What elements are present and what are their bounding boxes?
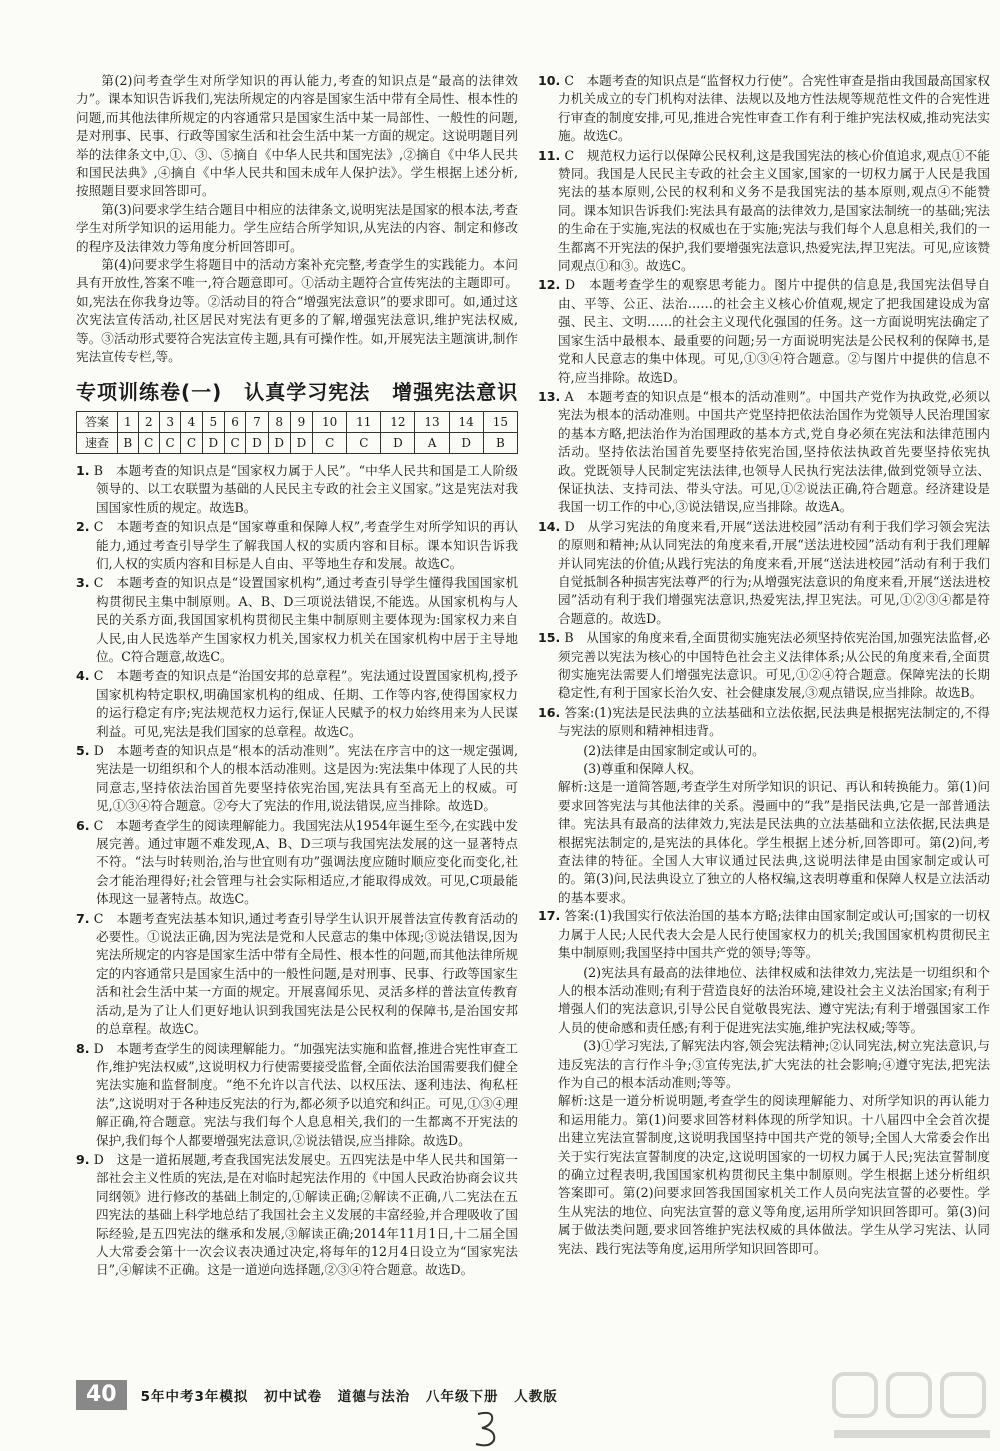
answer-key-answer: D (202, 432, 224, 453)
answer-key-number: 6 (224, 411, 245, 432)
answer-key-number: 7 (246, 411, 268, 432)
answer-key-answer: D (268, 432, 290, 453)
item-text: C 本题考查学生的阅读理解能力。我国宪法从1954年诞生至今,在实践中发展完善。通过审题不难发现,A、B、D三项与我国宪法发展的这一显著特点不符。“法与时转则治,治与世宜则有功”强调法度应随时顺应变化而变化,社会才能治理得好;社会管理与社会实际相适应,才能取得成效。可见,C项最能体现这一显著特点。故选C。 (93, 817, 518, 907)
answer-subpart: (3)①学习宪法,了解宪法内容,领会宪法精神;②认同宪法,树立宪法意识,与违反宪法的言行作斗争;③宣传宪法,扩大宪法的社会影响;④遵守宪法,把宪法作为自己的根本活动准则;等等。 (558, 1038, 990, 1090)
item-text: D 本题考查学生的观察思考能力。图片中提供的信息是,我国宪法倡导自由、平等、公正、法治……的社会主义核心价值观,规定了把我国建设成为富强、民主、文明……的社会主义现代化强国的任务。这一方面说明宪法确定了国家生活中最根本、最重要的问题;另一方面说明宪法是公民权利的保障书,是党和人民意志的集中体现。可见,①③④符合题意。②与图片中提供的信息不符,应当排除。故选D。 (558, 277, 990, 385)
item-text: B 从国家的角度来看,全面贯彻实施宪法必须坚持依宪治国,加强宪法监督,必须完善以宪法为核心的中国特色社会主义法律体系;从公民的角度来看,全面贯彻实施宪法需要人们增强宪法意识。可见,①②④符合题意。保障宪法的长期稳定性,有利于国家长治久安、社会健康发展,③观点错误,应当排除。故选B。 (558, 630, 990, 701)
answer-key-answer: B (118, 432, 139, 453)
answer-key-number: 1 (118, 411, 139, 432)
answer-key-number: 3 (159, 411, 180, 432)
answer-subpart: (3)尊重和保障人权。 (583, 761, 702, 777)
item-text: A 本题考查的知识点是“根本的活动准则”。中国共产党作为执政党,必须以宪法为根本的活动准则。中国共产党坚持把依法治国作为党领导人民治理国家的基本方略,把法治作为治国理政的基本方式,党自身必须在宪法和法律范围内活动。坚持依法治国首先要坚持依宪治国,坚持依法执政首先要坚持依宪执政。党既领导人民制定宪法法律,也领导人民执行宪法法律,做到党领导立法、保证执法、支持司法、带头守法。可见,①②说法正确,符合题意。经济建设是我国一切工作的中心,③说法错误,应当排除。故选A。 (558, 388, 990, 515)
item-text: C 本题考查的知识点是“设置国家机构”,通过考查引导学生懂得我国国家机构贯彻民主集中制原则。A、B、D三项说法错误,不能选。从国家机构与人民的关系方面,我国国家机构贯彻民主集中制原则主要体现为:国家权力来自人民,由人民选举产生国家权力机关,国家权力机关在国家机构中居于主导地位。C符合题意,故选C。 (93, 575, 518, 664)
answer-key-number: 4 (181, 411, 202, 432)
page-footer (76, 1380, 636, 1410)
answer-key-number: 9 (290, 411, 312, 432)
right-column (538, 72, 990, 1258)
answer-item (538, 147, 990, 276)
item-text: C 本题考查的知识点是“国家尊重和保障人权”,考查学生对所学知识的再认能力,通过考查引导学生了解我国人权的实质内容和目标。课本知识告诉我们,人权的实质内容和目标是人自由、平等地生存和发展。故选C。 (93, 519, 518, 571)
book-info: 5年中考3年模拟 初中试卷 道德与法治 八年级下册 人教版 (140, 1389, 558, 1405)
answer-text: 答案:(1)我国实行依法治国的基本方略;法律由国家制定或认可;国家的一切权力属于人民;人民代表大会是人民行使国家权力的机关;我国国家机构贯彻民主集中制原则;我国坚持中国共产党的领导;等等。 (558, 908, 990, 961)
intro-paragraph: 第(4)问要求学生将题目中的活动方案补充完整,考查学生的实践能力。本问具有开放性,答案不唯一,符合题意即可。①活动主题符合宣传宪法的主题即可。如,宪法在你我身边等。②活动目的符合“增强宪法意识”的要求即可。如,通过这次宪法宣传活动,社区居民对宪法有更多的了解,增强宪法意识,维护宪法权威,等。③活动形式要符合宪法宣传主题,具有可操作性。如,开展宪法主题演讲,制作宪法宣传专栏,等。 (76, 257, 518, 365)
item-number: 12. (538, 277, 561, 293)
item-text: C 本题考查的知识点是“治国安邦的总章程”。宪法通过设置国家机构,授予国家机构特定职权,明确国家机构的组成、任期、工作等内容,使得国家权力的运行稳定有序;宪法规范权力运行,保证人民赋予的权力始终用来为人民谋利益。可见,宪法是我们国家的总章程。故选C。 (93, 668, 518, 739)
item-text: D 从学习宪法的角度来看,开展“送法进校园”活动有利于我们学习领会宪法的原则和精神;从认同宪法的角度来看,开展“送法进校园”活动有利于我们理解并认同宪法的价值;从践行宪法的角度来看,开展“送法进校园”活动有利于我们自觉抵制各种损害宪法尊严的行为;从增强宪法意识的角度来看,开展“送法进校园”活动有利于我们增强宪法意识,热爱宪法,捍卫宪法。可见,①②③④都是符合题意的。故选D。 (558, 518, 990, 626)
answer-key-answer: B (483, 432, 517, 453)
item-number: 9. (76, 1151, 90, 1167)
item-text: D 本题考查的知识点是“根本的活动准则”。宪法在序言中的这一规定强调,宪法是一切组织和个人的根本活动准则。这是因为:宪法集中体现了人民的共同意志,坚持依法治国首先要坚持依宪治国,宪法具有至高无上的权威。可见,①③④符合题意。②夸大了宪法的作用,说法错误,应当排除。故选D。 (93, 743, 518, 814)
item-text: C 本题考查宪法基本知识,通过考查引导学生认识开展普法宣传教育活动的必要性。①说法正确,因为宪法是党和人民意志的集中体现;③说法错误,因为宪法所规定的内容是国家生活中带有全局性、根本性的问题,而其他法律所规定的内容通常只是国家生活中的一般性问题,是对刑事、民事、行政等国家生活和社会生活中某一方面的规定。开展喜闻乐见、灵活多样的普法宣传教育活动,是为了让人们更好地认识到我国宪法是公民权利的保障书,是治国安邦的总章程。故选C。 (93, 910, 518, 1037)
answer-text: 答案:(1)宪法是民法典的立法基础和立法依据,民法典是根据宪法制定的,不得与宪法的原则和精神相违背。 (558, 704, 990, 739)
answer-key-number: 2 (138, 411, 159, 432)
answer-key-answer: C (181, 432, 202, 453)
item-number: 7. (76, 910, 90, 926)
answer-item (538, 629, 990, 703)
item-number: 15. (538, 630, 561, 646)
answer-item (76, 742, 518, 816)
answer-key-number: 5 (202, 411, 224, 432)
answer-key-row-label: 速查 (77, 432, 118, 453)
answer-key-answer: A (415, 432, 449, 453)
answer-key-number: 10 (313, 411, 347, 432)
answer-key-answer: C (224, 432, 245, 453)
item-number: 2. (76, 519, 90, 535)
answer-key-answer: C (159, 432, 180, 453)
answer-key-answer: D (290, 432, 312, 453)
answer-key-table (76, 411, 518, 454)
answer-key-header-label: 答案 (77, 411, 118, 432)
item-number: 1. (76, 462, 90, 478)
answer-key-answer: C (138, 432, 159, 453)
item-number: 13. (538, 388, 561, 404)
item-text: D 本题考查学生的阅读理解能力。“加强宪法实施和监督,推进合宪性审查工作,维护宪法权威”,这说明权力行使需要接受监督,全面依法治国需要我们健全宪法实施和监督制度。“绝不允许以言代法、以权压法、逐利违法、徇私枉法”,这说明对于各种违反宪法的行为,都必须予以追究和纠正。可见,①③④理解正确,符合题意。宪法与我们每个人息息相关,我们的一生都离不开宪法的保护,我们每个人都要增强宪法意识,②说法错误,应当排除。故选D。 (93, 1040, 518, 1148)
item-number: 17. (538, 908, 561, 924)
answer-key-number: 13 (415, 411, 449, 432)
answer-key-number: 15 (483, 411, 517, 432)
item-number: 3. (76, 575, 90, 591)
answer-key-answer: C (347, 432, 381, 453)
answer-subpart: (2)法律是由国家制定或认可的。 (583, 742, 765, 758)
answer-item (76, 817, 518, 909)
answer-key-number: 12 (381, 411, 415, 432)
intro-paragraph: 第(2)问考查学生对所学知识的再认能力,考查的知识点是“最高的法律效力”。课本知识告诉我们,宪法所规定的内容是国家生活中带有全局性、根本性的问题,而其他法律所规定的内容通常只是国家生活中某一局部性、一般性的问题,是对刑事、民事、行政等国家生活和社会生活中某一方面的规定。这说明题目列举的法律条文中,①、③、⑤摘自《中华人民共和国宪法》,②摘自《中华人民共和国民法典》,④摘自《中华人民共和国未成年人保护法》。学生根据上述分析,按照题目要求回答即可。 (76, 73, 518, 199)
answer-item (538, 72, 990, 146)
answer-key-number: 11 (347, 411, 381, 432)
answer-item (76, 667, 518, 741)
answer-key-header-row (77, 411, 518, 432)
answer-item (76, 1151, 518, 1280)
left-column (76, 72, 518, 1281)
answer-key-answer: D (449, 432, 483, 453)
intro-paragraph: 第(3)问要求学生结合题目中相应的法律条文,说明宪法是国家的根本法,考查学生对所学知识的运用能力。学生应结合所学知识,从宪法的内容、制定和修改的程序及法律效力等角度分析回答即可。 (76, 201, 518, 254)
item-text: B 本题考查的知识点是“国家权力属于人民”。“中华人民共和国是工人阶级领导的、以工农联盟为基础的人民民主专政的社会主义国家。”这是宪法对我国国家性质的规定。故选B。 (93, 462, 518, 515)
answer-item (538, 388, 990, 517)
answer-key-answer: D (246, 432, 268, 453)
answer-key-answer-row (77, 432, 518, 453)
answer-key-answer: C (313, 432, 347, 453)
item-number: 4. (76, 668, 90, 684)
section-title: 专项训练卷(一) 认真学习宪法 增强宪法意识 (76, 379, 519, 404)
item-text: C 本题考查的知识点是“监督权力行使”。合宪性审查是指由我国最高国家权力机关成立的专门机构对法律、法规以及地方性法规等规范性文件的合宪性进行审查的制度安排,可见,推进合宪性审查工作有利于维护宪法权威,推动宪法实施。故选C。 (558, 73, 990, 144)
page-number: 40 (76, 1380, 127, 1410)
answer-subpart: (2)宪法具有最高的法律地位、法律权威和法律效力,宪法是一切组织和个人的根本活动准则;有利于营造良好的法治环境,建设社会主义法治国家;有利于增强人们的宪法意识,引导公民自觉敬畏宪法、遵守宪法;有利于增强国家工作人员的使命感和责任感;有利于促进宪法实施,维护宪法权威;等等。 (558, 964, 990, 1035)
answer-key-number: 8 (268, 411, 290, 432)
item-text: D 这是一道拓展题,考查我国宪法发展史。五四宪法是中华人民共和国第一部社会主义性质的宪法,是在对临时起宪法作用的《中国人民政治协商会议共同纲领》进行修改的基础上制定的,①解读正确;②解读不正确,八二宪法在五四宪法的基础上科学地总结了我国社会主义发展的丰富经验,并合理吸收了国际经验,是五四宪法的继承和发展,③解读正确;2014年11月1日,十二届全国人大常委会第十一次会议表决通过决定,将每年的12月4日设立为“国家宪法日”,④解读不正确。这是一道逆向选择题,②③④符合题意。故选D。 (93, 1151, 518, 1278)
answer-item (76, 462, 518, 517)
watermark-logo-icon (830, 1368, 1000, 1448)
answer-item-17 (538, 907, 990, 962)
analysis-text: 解析:这是一道简答题,考查学生对所学知识的识记、再认和转换能力。第(1)问要求回答宪法与其他法律的关系。漫画中的“我”是指民法典,它是一部普通法律。宪法具有最高的法律效力,宪法是民法典的立法基础和立法依据,民法典是根据宪法制定的,是宪法的具体化。学生根据上述分析,回答即可。第(2)问,考查法律的特征。全国人大审议通过民法典,这说明法律是由国家制定或认可的。第(3)问,民法典设立了独立的人格权编,这表明尊重和保障人权是立法活动的基本要求。 (558, 779, 990, 905)
answer-item (538, 518, 990, 628)
answer-key-answer: D (381, 432, 415, 453)
answer-item-16 (538, 704, 990, 741)
handwritten-mark-icon (472, 1408, 502, 1448)
analysis-text: 解析:这是一道分析说明题,考查学生的阅读理解能力、对所学知识的再认能力和运用能力。第(1)问要求回答材料体现的所学知识。十八届四中全会首次提出建立宪法宣誓制度,这说明我国坚持中国共产党的领导;全国人大常委会作出关于实行宪法宣誓制度的决定,这说明国家的一切权力属于人民;宪法宣誓制度的确立过程表明,我国国家机构贯彻民主集中制原则。学生根据上述分析组织答案即可。第(2)问要求回答我国国家机关工作人员向宪法宣誓的必要性。学生从宪法的地位、向宪法宣誓的意义等角度,运用所学知识回答即可。第(3)问属于做法类问题,要求回答维护宪法权威的具体做法。学生从学习宪法、认同宪法、践行宪法等角度,运用所学知识回答即可。 (558, 1093, 990, 1256)
item-number: 11. (538, 147, 561, 163)
answer-item (76, 574, 518, 666)
item-text: C 规范权力运行以保障公民权利,这是我国宪法的核心价值追求,观点①不能赞同。我国是人民民主专政的社会主义国家,国家的一切权力属于人民是我国宪法的基本原则,公民的权利和义务不是我国宪法的基本原则,观点④不能赞同。课本知识告诉我们:宪法具有最高的法律效力,是国家法制统一的基础;宪法的生命在于实施,宪法的权威也在于实施;宪法与我们每个人息息相关,我们的一生都离不开宪法的保护,我们要增强宪法意识,热爱宪法,捍卫宪法。可见,应该赞同观点①和③。故选C。 (558, 147, 990, 274)
item-number: 16. (538, 704, 561, 720)
item-number: 10. (538, 73, 561, 88)
answer-item (76, 518, 518, 573)
answer-item (76, 1040, 518, 1150)
answer-key-number: 14 (449, 411, 483, 432)
item-number: 14. (538, 518, 561, 534)
item-number: 8. (76, 1040, 90, 1056)
answer-item (76, 910, 518, 1039)
answer-item (538, 276, 990, 386)
item-number: 6. (76, 817, 90, 833)
item-number: 5. (76, 743, 90, 758)
